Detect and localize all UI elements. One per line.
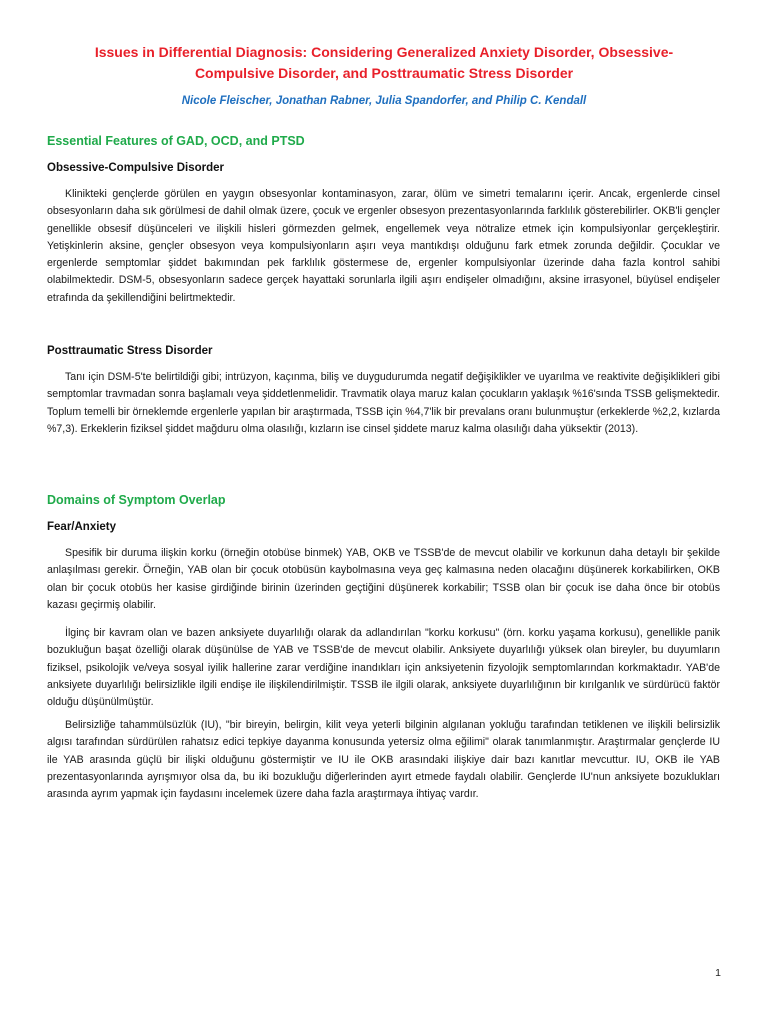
paragraph-fear-3: Belirsizliğe tahammülsüzlük (IU), "bir bireyin, belirgin, kilit veya yeterli bilginin algılanan yokluğu tarafından tetiklenen ve ilişkili belirsizlik algısı tarafından sürdürülen rahatsız edici tepkiye dayanma konusunda yetersiz olma eğilimi" olarak tanımlanmıştır. Araştırmalar gençlerde IU ile YAB arasında güçlü bir ilişki olduğunu göstermiştir ve IU ile OKB arasındaki ilişkiye dair bazı kanıtlar mevcuttur. IU, OKB ile YAB prezentasyonlarında ayrışmıyor olsa da, bu iki bozukluğu diğerlerinden ayırt etmede faydalı olabilir. Gençlerde IU'nun anksiyete bozuklukları arasında ayrım yapmak için faydasını incelemek üzere daha fazla araştırmaya ihtiyaç vardır. bbox=[47, 719, 720, 801]
subheading-ptsd: Posttraumatic Stress Disorder bbox=[47, 345, 213, 357]
paragraph-ocd: Klinikteki gençlerde görülen en yaygın obsesyonlar kontaminasyon, zarar, ölüm ve simetri temalarını içerir. Ancak, ergenlerde cinsel obsesyonların daha sık görülmesi de dahil olmak üzere, çocuk ve ergenler obsesyon prezentasyonlarında farklılık gösterebilirler. OKB'li gençler genellikle obsesif düşünceleri ve ilişkili hisleri görmezden gelmek, engellemek veya nötralize etmek için kompulsiyonlar gerçekleştirir. Yetişkinlerin aksine, gençler obsesyon veya kompulsiyonların aşırı veya mantıkdışı olduğunu fark etmek zorunda değildir. Çocuklar ve ergenlerde semptomlar şiddet bakımından pek farklılık göstermese de, ergenler kompulsiyonlar üzerinde daha fazla kontrol sahibi olabilmektedir. DSM-5, obsesyonların sadece gerçek hayattaki sorunlarla ilgili aşırı endişeler olmadığını, aksine irrasyonel, büyüsel endişeler etrafında da şekillendiğini belirtmektedir. bbox=[47, 188, 720, 304]
paragraph-ptsd: Tanı için DSM-5'te belirtildiği gibi; intrüzyon, kaçınma, biliş ve duygudurumda negatif değişiklikler ve uyarılma ve reaktivite değişiklikleri gibi semptomlar travmadan sonra başlamalı veya şiddetlenmelidir. Travmatik olaya maruz kalan çocukların yaklaşık %16'sında TSSB gelişmektedir. Toplum temelli bir örneklemde ergenlerle yapılan bir araştırmada, TSSB için %4,7'lik bir prevalans oranı bulunmuştur (erkeklerde %2,2, kızlarda %7,3). Erkeklerin fiziksel şiddet mağduru olma olasılığı, kızların ise cinsel şiddete maruz kalma olasılığı daha yüksektir (2013). bbox=[47, 371, 720, 435]
subheading-fear-anxiety: Fear/Anxiety bbox=[47, 521, 117, 533]
paragraph-fear-1: Spesifik bir duruma ilişkin korku (örneğin otobüse binmek) YAB, OKB ve TSSB'de de mevcut olabilir ve korkunun daha detaylı bir şekilde anlaşılması gerekir. Örneğin, YAB olan bir çocuk otobüsün kaybolmasına veya geç kalmasına neden olacağını düşünerek korkabilirken, OKB olan bir çocuk otobüs her kasise girdiğinde birinin üzerinden geçtiğini düşünerek korkabilir; TSSB olan bir çocuk ise daha önce bir otobüs kazası geçirmiş olabilir. bbox=[47, 547, 720, 611]
section-heading-essential-features: Essential Features of GAD, OCD, and PTSD bbox=[47, 134, 305, 148]
page-number: 1 bbox=[715, 967, 721, 979]
subheading-ocd: Obsessive-Compulsive Disorder bbox=[47, 162, 225, 174]
document-title: Issues in Differential Diagnosis: Considering Generalized Anxiety Disorder, Obsessive-Compulsive Disorder, and Posttraumatic Stress Disorder bbox=[94, 44, 674, 81]
section-heading-symptom-overlap: Domains of Symptom Overlap bbox=[47, 493, 226, 507]
paragraph-fear-2: İlginç bir kavram olan ve bazen anksiyete duyarlılığı olarak da adlandırılan "korku korkusu" (örn. korku yaşama korkusu), genellikle panik bozukluğun başat özelliği olarak düşünülse de YAB ve TSSB'de de mevcut olabilir. Anksiyete duyarlılığı yüksek olan bireyler, bu duyumların fiziksel, psikolojik ve/veya sosyal iyilik hallerine zarar verdiğine inandıkları için anksiyetenin fizyolojik semptomlarından korkmaktadır. YAB'de anksiyete duyarlılığı belirsizlikle ilgili endişe ile ilişkilendirilmiştir. TSSB ile ilgili olarak, anksiyete duyarlılığının bir kırılganlık ve sürdürücü faktör olduğu düşünülmüştür. bbox=[47, 627, 720, 709]
document-authors: Nicole Fleischer, Jonathan Rabner, Julia Spandorfer, and Philip C. Kendall bbox=[181, 95, 587, 107]
